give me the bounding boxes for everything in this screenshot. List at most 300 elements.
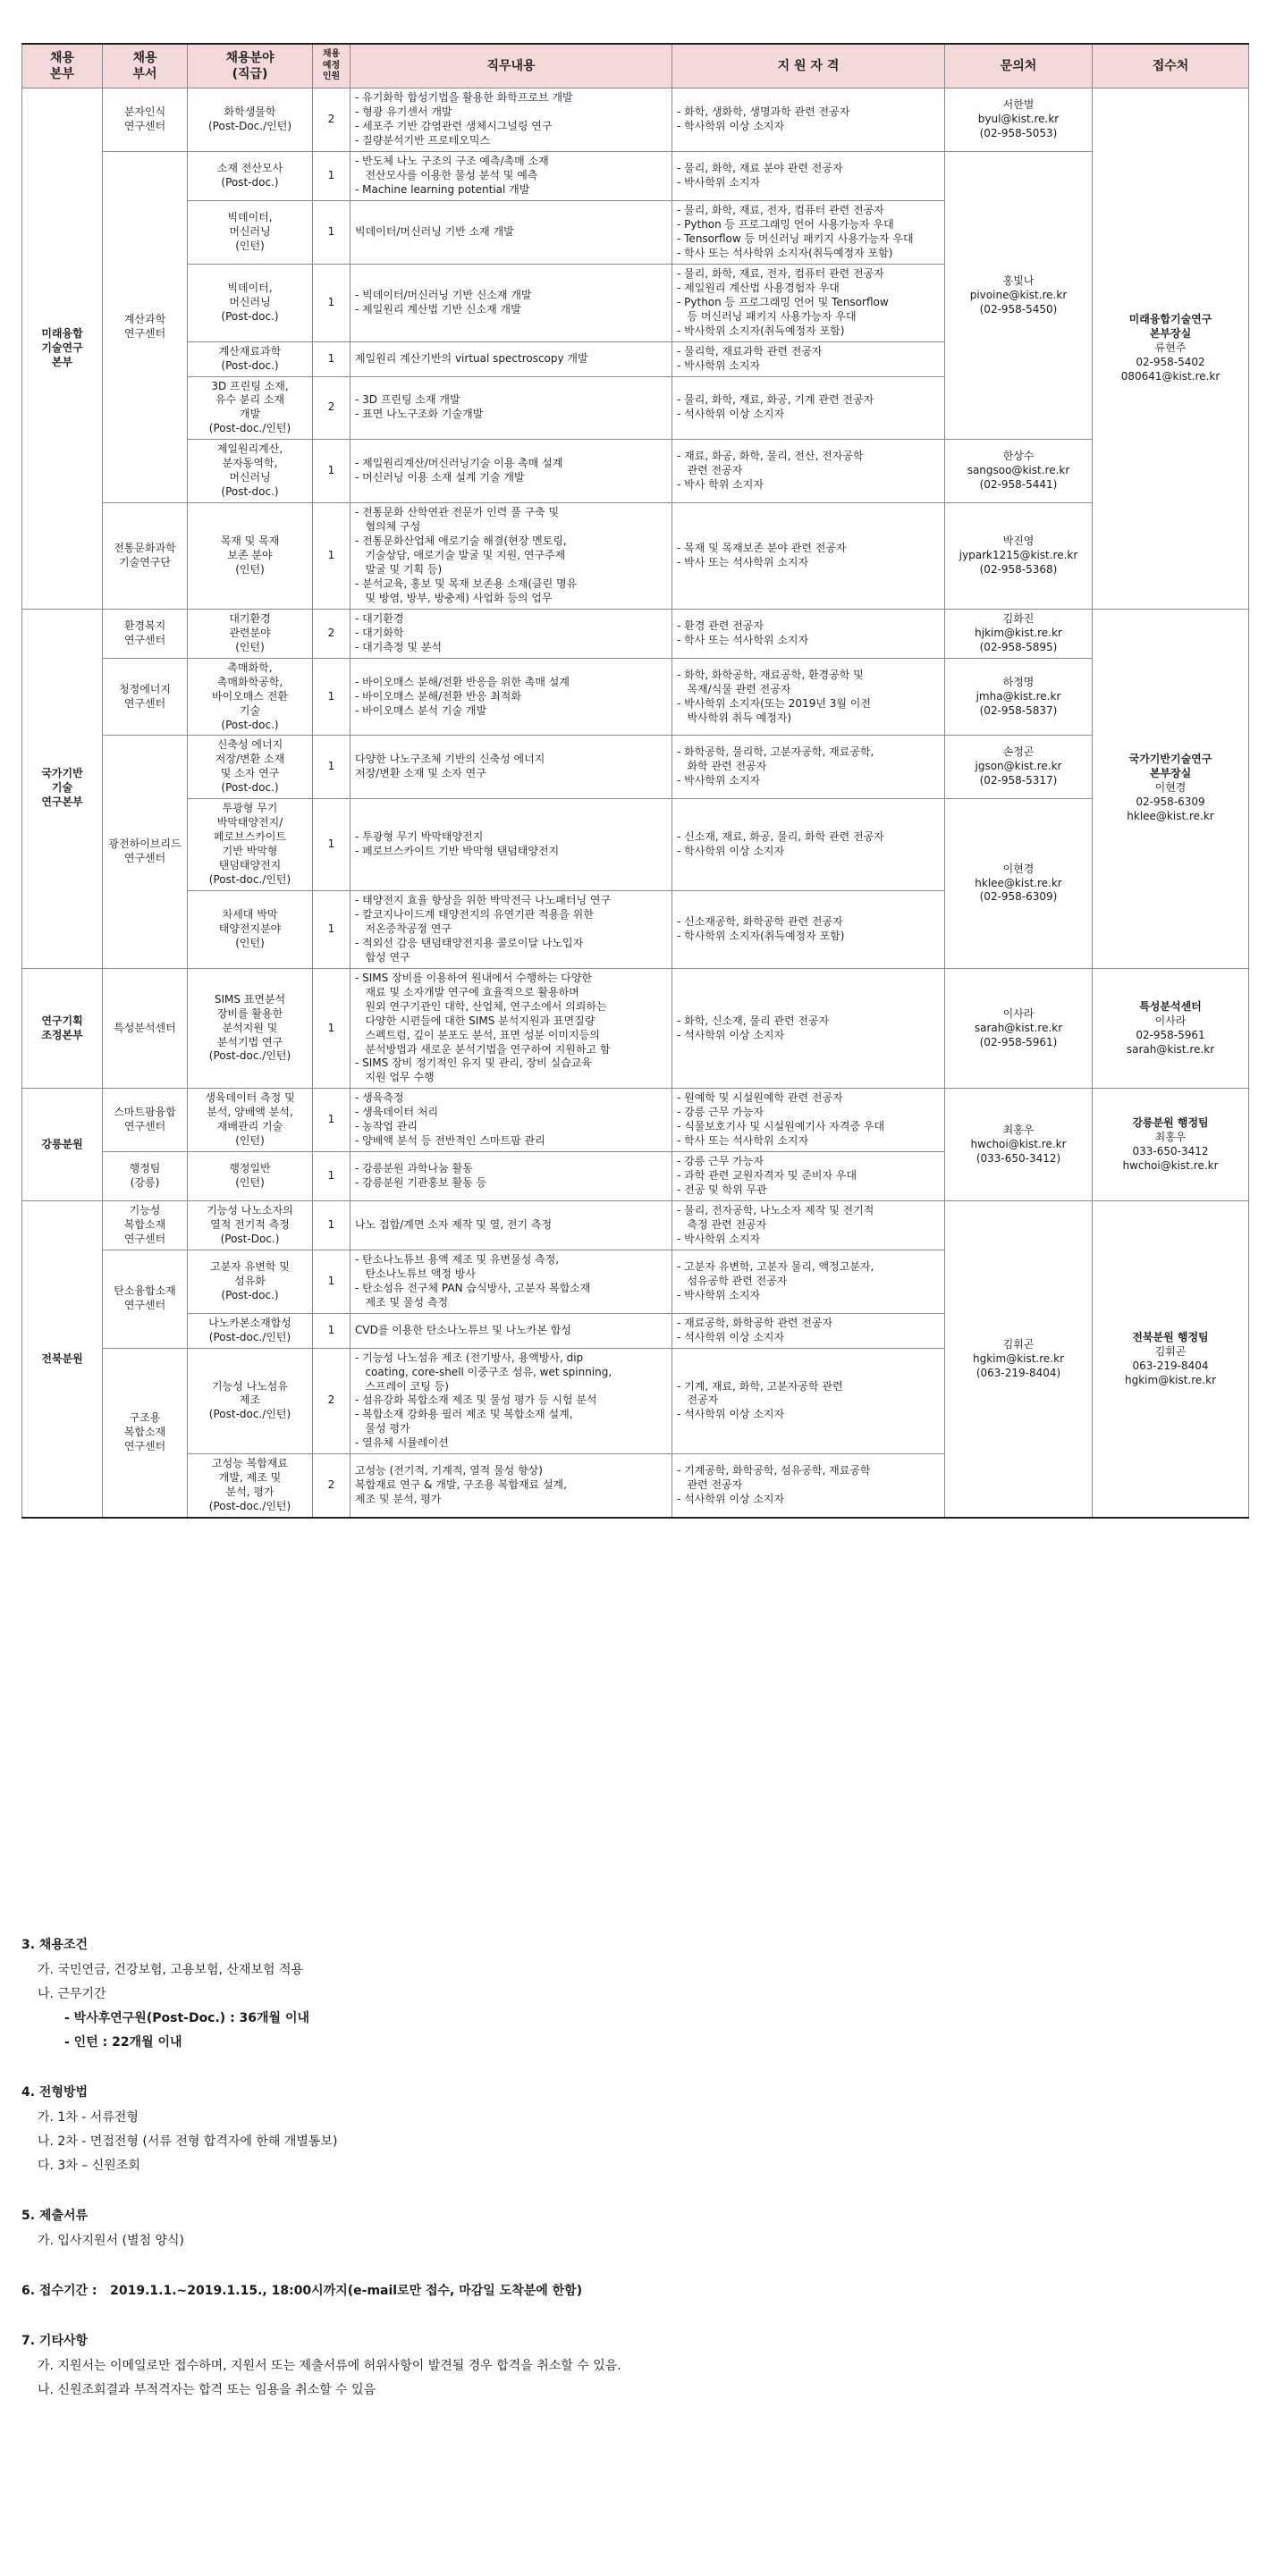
header-field (188, 44, 313, 88)
field-cell (188, 1152, 313, 1201)
recruitment-table (21, 43, 1249, 1519)
item-list (355, 352, 667, 366)
contact-name: 김휘곤 (1002, 1337, 1035, 1351)
text-line: 분석지원 및 (222, 1021, 278, 1034)
text-line: SIMS 표면분석 (214, 992, 286, 1006)
item-list (355, 225, 667, 240)
list-item: - 탄소나노튜브 용액 제조 및 유변물성 측정, (355, 1252, 560, 1266)
contact-phone: (02-958-5895) (979, 640, 1058, 653)
contact-cell (945, 658, 1093, 736)
text-line: (Post-doc.) (221, 1288, 279, 1301)
receipt-name: 이현경 (1154, 781, 1187, 795)
text-line: 화학생물학 (224, 105, 276, 119)
list-item: CVD를 이용한 탄소나노튜브 및 나노카본 합성 (355, 1323, 571, 1336)
hq-cell (22, 609, 103, 968)
duty-cell (351, 201, 672, 265)
item-list (677, 267, 940, 339)
table-row (22, 658, 1249, 736)
text-line: 채용 (49, 51, 75, 65)
text-line: 기능성 (129, 1204, 161, 1217)
text-line: 촉매화학, (227, 661, 273, 674)
text-line: 분석기법 연구 (216, 1035, 283, 1048)
text-line: 광전하이브리드 (108, 838, 182, 851)
dept-cell (103, 968, 188, 1089)
text-line: 기술연구단 (119, 555, 171, 568)
text-line: (인턴) (235, 239, 265, 252)
count-cell: 2 (313, 1454, 351, 1518)
table-row (22, 799, 1249, 891)
list-item: - 박사학위 소지자 (677, 176, 761, 189)
text-line: 채용 (322, 49, 341, 60)
text-line: 연구센터 (123, 633, 166, 646)
qualification-cell (672, 341, 945, 376)
list-item: - 전통문화 산학연관 전문가 인력 풀 구축 및 (355, 506, 560, 519)
text-line: 개발 (239, 408, 261, 421)
item-list (677, 393, 940, 422)
text-line: 분자인식 (123, 105, 166, 119)
contact-phone: (02-958-5450) (979, 302, 1058, 316)
duty-cell (351, 736, 672, 799)
text-line: 탄소융합소재 (114, 1284, 176, 1298)
list-item: 전공자 (677, 1393, 719, 1407)
text-line: 조정본부 (41, 1028, 83, 1041)
item-list (677, 1380, 940, 1423)
text-line: 투광형 무기 (222, 802, 278, 815)
contact-email: hwchoi@kist.re.kr (970, 1137, 1067, 1150)
text-line: 재배관리 기술 (216, 1120, 283, 1133)
text-line: 직무내용 (486, 59, 536, 74)
text-line: 촉매화학공학, (216, 675, 283, 688)
count-cell: 2 (313, 376, 351, 440)
item-list (355, 289, 667, 317)
item-list (355, 1091, 667, 1149)
item-list (677, 1317, 940, 1345)
qualification-cell (672, 376, 945, 440)
text-line: 지 원 자 격 (777, 59, 840, 74)
receipt-email: 080641@kist.re.kr (1120, 370, 1221, 383)
contact-email: hjkim@kist.re.kr (975, 626, 1062, 639)
contact-name: 박진영 (1002, 535, 1035, 548)
contact-cell (945, 88, 1093, 152)
item-list (677, 1260, 940, 1303)
list-item: 및 방염, 방부, 방충제) 사업화 등의 업무 (355, 591, 553, 604)
text-line: 복합소재 (123, 1218, 166, 1231)
text-line: 신축성 에너지 (216, 738, 283, 752)
receipt-name: 이사라 (1154, 1014, 1187, 1027)
list-item: - 생육측정 (355, 1091, 404, 1105)
item-list (677, 1464, 940, 1507)
receipt-title: 강릉분원 행정팀 (1132, 1115, 1209, 1129)
notice-sections (21, 1935, 1248, 2404)
list-item: - 반도체 나노 구조의 구조 예측/촉매 소재 (355, 155, 549, 168)
list-item: - 화학, 신소재, 물리 관련 전공자 (677, 1014, 830, 1027)
list-item: 제일원리 계산기반의 virtual spectroscopy 개발 (355, 351, 588, 365)
dept-cell (103, 1201, 188, 1250)
text-line: 소재 전산모사 (216, 162, 283, 175)
header-dept (103, 44, 188, 88)
field-cell (188, 201, 313, 265)
receipt-name: 김휘곤 (1154, 1344, 1187, 1358)
receipt-cell (1093, 88, 1249, 609)
field-cell (188, 1454, 313, 1518)
item-list (677, 542, 940, 570)
qualification-cell (672, 152, 945, 201)
text-line: (Post-doc.) (221, 358, 279, 372)
list-item: - 학사 또는 석사학위 소지자 (677, 1134, 809, 1148)
text-line: 기술 (239, 703, 261, 717)
contact-email: jmha@kist.re.kr (976, 689, 1061, 703)
list-item: - 바이오매스 분석 기술 개발 (355, 703, 487, 717)
list-item: 다양한 시편들에 대한 SIMS 분석지원과 표면질량 (355, 1014, 595, 1027)
text-line: 저장/변환 소재 (215, 753, 285, 766)
period-text: 2019.1.1.~2019.1.15., 18:00시까지(e-mail로만 접수, 마감일 도착분에 한함) (110, 2284, 583, 2298)
list-item: - 대기측정 및 분석 (355, 640, 442, 653)
text-line: 3D 프린팅 소재, (211, 379, 289, 392)
text-line: 국가기반 (41, 767, 83, 780)
qualification-cell (672, 1313, 945, 1348)
text-line: 빅데이터, (227, 211, 273, 224)
text-line: (인턴) (235, 640, 265, 653)
hq-cell (22, 1201, 103, 1519)
contact-email: hgkim@kist.re.kr (973, 1351, 1064, 1365)
count-cell: 1 (313, 341, 351, 376)
section-title: 3. 채용조건 (21, 1938, 89, 1952)
contact-email: pivoine@kist.re.kr (969, 288, 1068, 301)
list-item: 고성능 (전기적, 기계적, 열적 물성 향상) (355, 1464, 543, 1477)
contact-phone: (033-650-3412) (976, 1151, 1061, 1165)
qualification-cell (672, 799, 945, 891)
count-cell: 1 (313, 736, 351, 799)
text-line: 머신러닝 (229, 224, 271, 238)
text-line: 연구본부 (41, 796, 83, 809)
list-item: 발굴 및 기획 등) (355, 562, 443, 576)
count-cell: 1 (313, 1250, 351, 1313)
text-line: 분자동역학, (222, 457, 278, 470)
list-item: 스프레이 코팅 등) (355, 1379, 449, 1393)
list-item: - 학사 또는 석사학위 소지자(취득예정자 포함) (677, 246, 893, 259)
list-item: - 석사학위 이상 소지자 (677, 1028, 785, 1041)
table-row (22, 440, 1249, 503)
list-item: - 학사학위 이상 소지자 (677, 845, 785, 858)
contact-phone: (02-958-5837) (979, 703, 1058, 717)
list-item: - 화학, 화학공학, 재료공학, 환경공학 및 (677, 668, 864, 681)
contact-name: 한상수 (1002, 450, 1035, 463)
contact-name: 홍빛나 (1002, 274, 1035, 287)
dept-cell (103, 1152, 188, 1201)
contact-name: 하정명 (1002, 675, 1035, 688)
qualification-cell (672, 890, 945, 968)
text-line: 연구센터 (123, 1439, 166, 1452)
duty-cell (351, 264, 672, 341)
header-duty (351, 44, 672, 88)
contact-phone: (02-958-5368) (979, 562, 1058, 576)
list-item: - 바이오매스 분해/전환 반응 최적화 (355, 689, 521, 703)
dept-cell (103, 1089, 188, 1152)
duty-cell (351, 1250, 672, 1313)
count-cell: 2 (313, 609, 351, 658)
list-item: - 화학, 생화학, 생명과학 관련 전공자 (677, 105, 850, 119)
recruitment-document (21, 43, 1248, 1519)
header-hq (22, 44, 103, 88)
text-line: 기반 박막형 (222, 845, 278, 858)
list-item: 화학 관련 전공자 (677, 760, 767, 773)
text-line: 행정일반 (229, 1162, 271, 1175)
list-item: 물성 평가 (355, 1422, 410, 1435)
list-item: 관련 전공자 (677, 1478, 743, 1492)
qualification-cell (672, 609, 945, 658)
field-cell (188, 440, 313, 503)
list-item: - 대기환경 (355, 611, 404, 625)
item-list (355, 676, 667, 719)
qualification-cell (672, 503, 945, 610)
field-cell (188, 1348, 313, 1454)
list-item: - 제일원리 계산법 사용경험자 우대 (677, 281, 840, 294)
text-line: 유수 분리 소재 (215, 393, 285, 407)
list-item: - 석사학위 이상 소지자 (677, 1493, 785, 1506)
item-list (677, 204, 940, 261)
header-count (313, 44, 351, 88)
section-subitem: - 박사후연구원(Post-Doc.) : 36개월 이내 (64, 2011, 309, 2025)
text-line: 고성능 복합재료 (212, 1457, 288, 1470)
list-item: 복합재료 연구 & 개발, 구조용 복합재료 설계, (355, 1478, 567, 1492)
text-line: 본부 (51, 356, 73, 369)
contact-email: hklee@kist.re.kr (975, 876, 1062, 889)
item-list (355, 1218, 667, 1233)
list-item: - 고분자 유변학, 고분자 물리, 액정고분자, (677, 1259, 874, 1273)
list-item: - 페로브스카이트 기반 박막형 탠덤태양전지 (355, 845, 560, 858)
text-line: 페로브스카이트 (213, 830, 287, 844)
text-line: 계산재료과학 (218, 344, 282, 358)
text-line: 강릉분원 (41, 1137, 83, 1150)
list-item: - 열유체 시뮬레이션 (355, 1436, 449, 1450)
list-item: - 탄소섬유 전구체 PAN 습식방사, 고분자 복합소재 (355, 1281, 591, 1294)
list-item: - 표면 나노구조화 기술개발 (355, 408, 484, 421)
list-item: - 빅데이터/머신러닝 기반 신소재 개발 (355, 288, 532, 301)
text-line: 인원 (322, 72, 341, 82)
receipt-cell (1093, 609, 1249, 968)
list-item: 저장/변환 소재 및 소자 연구 (355, 767, 486, 780)
text-line: 문의처 (1000, 59, 1037, 74)
field-cell (188, 799, 313, 891)
table-row (22, 503, 1249, 610)
list-item: 섬유공학 관련 전공자 (677, 1274, 788, 1287)
duty-cell (351, 968, 672, 1089)
receipt-name: 류현주 (1154, 341, 1187, 355)
text-line: 부서 (132, 67, 157, 82)
receipt-title: 전북분원 행정팀 (1132, 1330, 1209, 1343)
list-item: - 복합소재 강화용 필러 제조 및 복합소재 설계, (355, 1408, 573, 1421)
list-item: - 박사학위 소지자 (677, 774, 761, 787)
list-item: - 제일원리 계산법 기반 신소재 개발 (355, 302, 521, 316)
duty-cell (351, 440, 672, 503)
table-row (22, 609, 1249, 658)
text-line: 본부 (49, 67, 75, 82)
item-list (355, 612, 667, 655)
section-title: 7. 기타사항 (21, 2334, 89, 2348)
duty-cell (351, 503, 672, 610)
section-selection (21, 2083, 1248, 2174)
list-item: 스펙트럼, 깊이 분포도 분석, 표면 성분 이미지등의 (355, 1028, 600, 1041)
text-line: (Post-Doc.) (220, 1232, 280, 1245)
list-item: 기술상담, 애로기술 발굴 및 지원, 연구주제 (355, 549, 566, 562)
list-item: - 칼코지나이드계 태양전지의 유연기판 적용을 위한 (355, 907, 594, 921)
section-conditions (21, 1935, 1248, 2050)
list-item: - 박사 또는 석사학위 소지자 (677, 555, 809, 568)
dept-cell (103, 88, 188, 152)
item-list (677, 830, 940, 859)
receipt-email: hgkim@kist.re.kr (1125, 1373, 1216, 1386)
list-item: - 과학 관련 교원자격자 및 준비자 우대 (677, 1169, 857, 1183)
list-item: 원외 연구기관인 대학, 산업체, 연구소에서 의뢰하는 (355, 999, 607, 1013)
text-line: 전통문화과학 (114, 542, 176, 555)
text-line: 머신러닝 (229, 295, 271, 308)
list-item: - SIMS 장비를 이용하여 원내에서 수행하는 다양한 (355, 971, 593, 984)
contact-cell (945, 440, 1093, 503)
list-item: - 물리, 화학, 재료, 전자, 컴퓨터 관련 전공자 (677, 204, 884, 217)
item-list (677, 1204, 940, 1247)
list-item: - 박사학위 소지자 (677, 358, 761, 372)
qualification-cell (672, 201, 945, 265)
receipt-phone: 063-219-8404 (1132, 1359, 1209, 1372)
list-item: - 대기화학 (355, 626, 404, 639)
duty-cell (351, 799, 672, 891)
text-line: 장비를 활용한 (216, 1006, 283, 1020)
contact-name: 이사라 (1002, 1006, 1035, 1020)
duty-cell (351, 1152, 672, 1201)
receipt-title: 본부장실 (1149, 327, 1192, 341)
contact-cell (945, 736, 1093, 799)
text-line: 대기환경 (229, 611, 271, 625)
field-cell (188, 264, 313, 341)
item-list (677, 345, 940, 374)
qualification-cell (672, 1348, 945, 1454)
text-line: 기능성 나노섬유 (212, 1379, 288, 1393)
list-item: 저온증착공정 연구 (355, 922, 452, 935)
list-item: - Machine learning potential 개발 (355, 183, 530, 197)
text-line: 머신러닝 (229, 471, 271, 484)
contact-email: byul@kist.re.kr (977, 113, 1060, 126)
list-item: 제조 및 물성 측정 (355, 1295, 449, 1309)
text-line: (인턴) (235, 562, 265, 576)
contact-cell (945, 1089, 1093, 1201)
item-list (677, 1091, 940, 1149)
list-item: - SIMS 장비 정기적인 유지 및 관리, 장비 실습교육 (355, 1056, 592, 1070)
list-item: 협의체 구성 (355, 520, 421, 534)
count-cell: 1 (313, 968, 351, 1089)
text-line: 기술연구 (41, 341, 83, 355)
contact-phone: (02-958-5441) (979, 478, 1058, 492)
text-line: 생육데이터 측정 및 (205, 1091, 295, 1105)
table-row (22, 1201, 1249, 1250)
count-cell: 1 (313, 1152, 351, 1201)
section-subitem: - 인턴 : 22개월 이내 (64, 2035, 182, 2050)
section-item: 다. 3차 – 신원조회 (38, 2159, 140, 2173)
field-cell (188, 890, 313, 968)
text-line: 행정팀 (129, 1162, 161, 1175)
text-line: 구조용 (129, 1410, 161, 1424)
field-cell (188, 341, 313, 376)
contact-cell (945, 968, 1093, 1089)
receipt-phone: 033-650-3412 (1132, 1144, 1209, 1158)
hq-cell (22, 88, 103, 609)
receipt-cell (1093, 1089, 1249, 1201)
text-line: (Post-doc.) (221, 485, 279, 499)
section-item: 나. 근무기간 (38, 1987, 106, 2001)
item-list (355, 1351, 667, 1452)
list-item: 다양한 나노구조체 기반의 신축성 에너지 (355, 753, 545, 766)
field-cell (188, 376, 313, 440)
text-line: 보존 분야 (227, 549, 273, 562)
section-item: 나. 신원조회결과 부적격자는 합격 또는 임용을 취소할 수 있음 (38, 2383, 376, 2397)
list-item: - 박사학위 소지자(취득예정자 포함) (677, 324, 845, 337)
list-item: - 기능성 나노섬유 제조 (전기방사, 용액방사, dip (355, 1351, 584, 1364)
hq-cell (22, 968, 103, 1089)
field-cell (188, 503, 313, 610)
item-list (355, 457, 667, 485)
receipt-email: hwchoi@kist.re.kr (1122, 1158, 1219, 1172)
list-item: - 3D 프린팅 소재 개발 (355, 393, 460, 407)
text-line: 열적 전기적 측정 (210, 1218, 290, 1231)
dept-cell (103, 152, 188, 503)
count-cell: 1 (313, 1313, 351, 1348)
duty-cell (351, 658, 672, 736)
text-line: 환경복지 (123, 619, 166, 632)
item-list (355, 894, 667, 965)
list-item: - 머신러닝 이용 소재 설계 기술 개발 (355, 471, 525, 484)
text-line: 연구센터 (123, 120, 166, 133)
text-line: (인턴) (235, 1134, 265, 1148)
qualification-cell (672, 658, 945, 736)
text-line: 특성분석센터 (114, 1021, 176, 1034)
contact-cell (945, 1201, 1093, 1519)
receipt-name: 최홍우 (1154, 1130, 1187, 1143)
text-line: (Post-doc.) (221, 309, 279, 323)
contact-name: 서한별 (1002, 98, 1035, 112)
text-line: 목재 및 목재 (220, 535, 280, 548)
list-item: - 박사학위 소지자 (677, 1288, 761, 1301)
section-item: 가. 국민연금, 건강보험, 고용보험, 산재보험 적용 (38, 1963, 304, 1977)
text-line: (Post-doc.) (221, 781, 279, 795)
item-list (355, 1162, 667, 1191)
text-line: 전북분원 (41, 1351, 83, 1365)
list-item: - 분석교육, 홍보 및 목재 보존용 소재(클린 명유 (355, 577, 578, 590)
dept-cell (103, 609, 188, 658)
text-line: 접수처 (1152, 59, 1189, 74)
qualification-cell (672, 1454, 945, 1518)
count-cell: 1 (313, 890, 351, 968)
field-cell (188, 152, 313, 201)
item-list (677, 105, 940, 134)
contact-phone: (02-958-5053) (979, 127, 1058, 140)
item-list (355, 972, 667, 1086)
list-item: 등 머신러닝 패키지 사용가능자 우대 (677, 309, 857, 323)
list-item: - 바이오매스 분해/전환 반응을 위한 촉매 설계 (355, 675, 570, 688)
count-cell: 1 (313, 658, 351, 736)
contact-cell (945, 609, 1093, 658)
list-item: 분석방법과 새로운 분석기법을 연구하여 지원하고 함 (355, 1042, 611, 1056)
duty-cell (351, 1089, 672, 1152)
field-cell (188, 1089, 313, 1152)
list-item: 지원 업무 수행 (355, 1071, 435, 1084)
item-list (677, 450, 940, 492)
duty-cell (351, 890, 672, 968)
list-item: - 화학공학, 물리학, 고분자공학, 재료공학, (677, 745, 874, 759)
text-line: 탠덤태양전지 (218, 859, 282, 872)
list-item: - 세포주 기반 감염관련 생체시그널링 연구 (355, 120, 553, 133)
contact-phone: (063-219-8404) (976, 1366, 1061, 1379)
list-item: - 물리, 화학, 재료 분야 관련 전공자 (677, 162, 843, 175)
section-etc (21, 2331, 1248, 2398)
